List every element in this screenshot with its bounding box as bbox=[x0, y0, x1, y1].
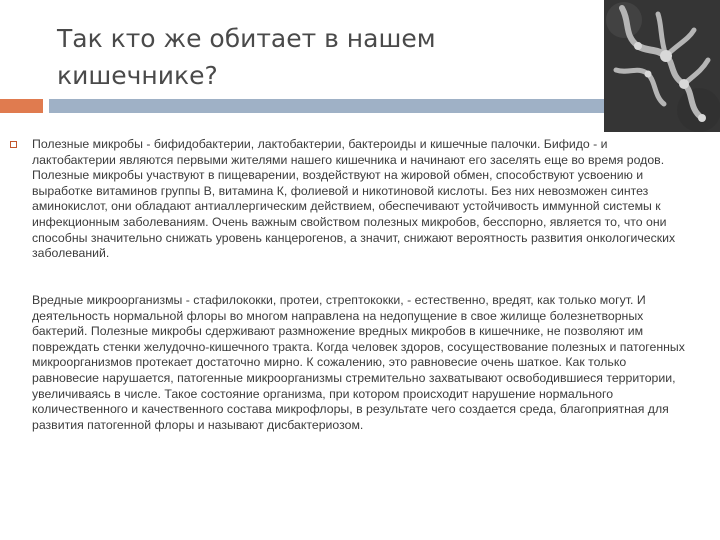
paragraph-beneficial-microbes: Полезные микробы - бифидобактерии, лактобактерии, бактероиды и кишечные палочки. Бифидо - и лактобактерии являются первыми жителями нашего кишечника и начинают его заселять еще во время родов. Полезные микробы участвуют в пищеварении, воздействуют на жировой обмен, способствуют усвоению и выработке витаминов группы В, витамина К, фолиевой и никотиновой кислоты. Без них невозможен синтез аминокислот, они обладают антиаллергическим действием, обеспечивают устойчивость иммунной системы к инфекционным заболеваниям. Очень важным свойством полезных микробов, бесспорно, является то, что они способны значительно снижать уровень канцерогенов, а значит, снижают вероятность развития онкологических заболеваний. bbox=[32, 137, 676, 261]
bacteria-micrograph bbox=[604, 0, 720, 132]
slide-title: Так кто же обитает в нашем кишечнике? bbox=[57, 24, 436, 90]
bullet-square-icon bbox=[10, 141, 17, 148]
paragraph-harmful-microbes: Вредные микроорганизмы - стафилококки, протеи, стрептококки, - естественно, вредят, как только могут. И деятельность нормальной флоры во многом направлена на недопущение в свое жилище болезнетворных бактерий. Полезные микробы сдерживают размножение вредных микробов в кишечнике, не позволяют им повреждать стенки желудочно-кишечного тракта. Когда человек здоров, сосуществование полезных и патогенных микроорганизмов протекает достаточно мирно. К сожалению, это равновесие очень шаткое. Как только равновесие нарушается, патогенные микроорганизмы стремительно захватывают освободившиеся территории, увеличиваясь в числе. Такое состояние организма, при котором происходит нарушение нормального количественного и качественного состава микрофлоры, в результате чего создается среда, благоприятная для развития патогенной флоры и называют дисбактериозом. bbox=[32, 293, 685, 432]
accent-bar-left bbox=[0, 99, 43, 113]
